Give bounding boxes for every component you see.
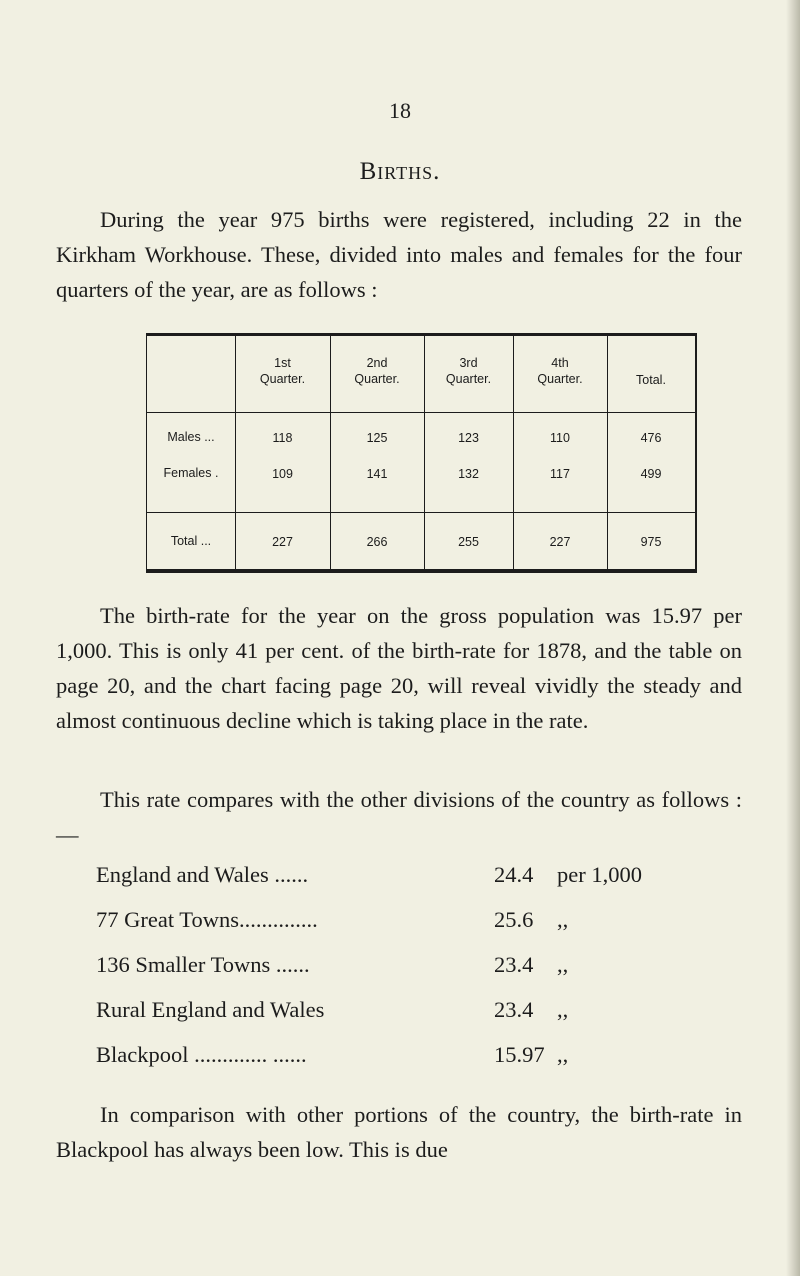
row-label-females: Females . — [163, 466, 219, 480]
rate-unit: per 1,000 — [557, 862, 642, 887]
header-q4 — [513, 355, 607, 387]
rate-division-name: 136 Smaller Towns ...... — [96, 952, 310, 977]
rate-division-name: England and Wales ...... — [96, 862, 309, 887]
table-cell: 975 — [640, 535, 662, 549]
table-cell: 117 — [550, 467, 570, 481]
header-q3 — [424, 355, 513, 387]
rate-unit: ,, — [557, 997, 569, 1022]
table-cell: 476 — [640, 431, 662, 445]
page-number: 18 — [389, 98, 411, 123]
table-total-divider — [147, 512, 695, 513]
rate-row — [96, 1042, 716, 1072]
table-cell: 109 — [272, 467, 293, 481]
header-q2-line2: Quarter. — [354, 372, 400, 386]
rate-value: 23.4 — [494, 997, 534, 1022]
header-q1 — [235, 355, 330, 387]
header-q4-line1: 4th — [551, 356, 569, 370]
rate-row — [96, 997, 716, 1027]
rate-row — [96, 907, 716, 937]
header-q4-line2: Quarter. — [537, 372, 583, 386]
rate-division-name: Rural England and Wales — [96, 997, 325, 1022]
rate-value: 24.4 — [494, 862, 534, 887]
rate-division-name: 77 Great Towns.............. — [96, 907, 318, 932]
table-header-divider — [147, 412, 695, 413]
header-q3-line1: 3rd — [459, 356, 478, 370]
table-cell: 118 — [272, 431, 293, 445]
table-cell: 227 — [272, 535, 293, 549]
table-cell: 255 — [458, 535, 479, 549]
table-cell: 499 — [640, 467, 662, 481]
closing-paragraph: In comparison with other portions of the country, the birth-rate in Blackpool has always been low. This is due — [56, 1102, 742, 1162]
section-heading: Births. — [359, 158, 441, 185]
table-cell: 132 — [458, 467, 479, 481]
birth-rate-paragraph: The birth-rate for the year on the gross population was 15.97 per 1,000. This is only 41 per cent. of the birth-rate for 1878, and the table on page 20, and the chart facing page 20, will reveal vividly the steady and almost continuous decline which is taking place in the rate. — [56, 603, 742, 733]
rate-unit: ,, — [557, 952, 569, 977]
births-table — [146, 333, 697, 573]
header-q1-line1: 1st — [274, 356, 291, 370]
rate-unit: ,, — [557, 1042, 569, 1067]
table-cell: 141 — [366, 467, 388, 481]
row-label-total: Total ... — [170, 534, 212, 548]
table-cell: 266 — [366, 535, 388, 549]
row-label-males: Males ... — [167, 430, 215, 444]
rate-value: 23.4 — [494, 952, 534, 977]
table-cell: 123 — [458, 431, 479, 445]
rate-value: 15.97 — [494, 1042, 545, 1067]
table-cell: 227 — [549, 535, 571, 549]
table-cell: 110 — [550, 431, 570, 445]
intro-paragraph: During the year 975 births were registered, including 22 in the Kirkham Workhouse. These, divided into males and females for the four quarters of the year, are as follows : — [56, 207, 742, 302]
rate-row — [96, 862, 716, 892]
rate-division-name: Blackpool ............. ...... — [96, 1042, 307, 1067]
header-q2 — [330, 355, 424, 387]
header-q3-line2: Quarter. — [445, 372, 492, 386]
rate-value: 25.6 — [494, 907, 534, 932]
page-edge-shadow — [786, 0, 800, 1276]
rate-row — [96, 952, 716, 982]
header-q2-line1: 2nd — [366, 356, 388, 370]
comparison-intro-paragraph: This rate compares with the other divisions of the country as follows :— — [56, 787, 742, 847]
header-total: Total. — [636, 373, 666, 387]
rate-unit: ,, — [557, 907, 569, 932]
header-q1-line2: Quarter. — [259, 372, 306, 386]
table-cell: 125 — [366, 431, 388, 445]
